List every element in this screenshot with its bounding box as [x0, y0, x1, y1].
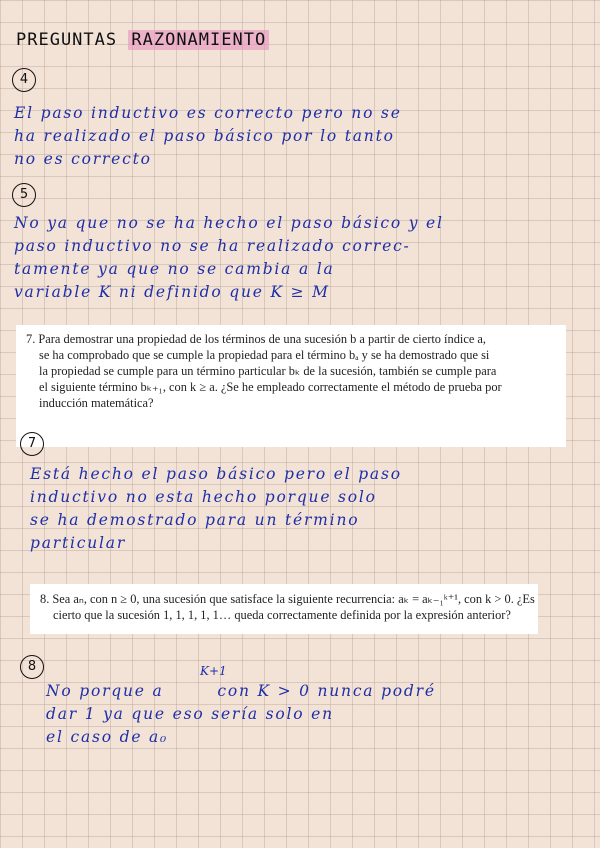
- question-7-box: [16, 325, 566, 447]
- answer-4-line: El paso inductivo es correcto pero no se: [14, 104, 402, 122]
- answer-4-number: 4: [12, 68, 36, 92]
- answer-5-line: tamente ya que no se cambia a la: [14, 260, 335, 278]
- answer-5-line: variable K ni definido que K ≥ M: [14, 283, 330, 301]
- answer-7-number: 7: [20, 432, 44, 456]
- answer-8-text: [46, 680, 436, 749]
- answer-5-number: 5: [12, 183, 36, 207]
- answer-8-line: el caso de a₀: [46, 728, 169, 746]
- answer-8-number: 8: [20, 655, 44, 679]
- answer-7-text: [30, 463, 402, 555]
- question-8-line: 8. Sea aₙ, con n ≥ 0, una sucesión que satisface la siguiente recurrencia: aₖ = aₖ₋₁ᵏ⁺¹, con k > 0. ¿Es: [40, 592, 535, 606]
- question-7-line: inducción matemática?: [39, 396, 154, 410]
- question-8-line: cierto que la sucesión 1, 1, 1, 1, 1… queda correctamente definida por la expresión anterior?: [53, 608, 511, 622]
- answer-8-superscript: K+1: [200, 664, 227, 678]
- question-7-line: 7. Para demostrar una propiedad de los términos de una sucesión b a partir de cierto índice a,: [26, 332, 487, 346]
- answer-8-line: dar 1 ya que eso sería solo en: [46, 705, 334, 723]
- answer-5-text: [14, 212, 444, 304]
- answer-7-line: se ha demostrado para un término: [30, 511, 360, 529]
- title-word-razonamiento: RAZONAMIENTO: [128, 30, 269, 50]
- answer-5-line: No ya que no se ha hecho el paso básico y el: [14, 214, 444, 232]
- answer-8-line: No porque a con K > 0 nunca podré: [46, 682, 436, 700]
- page-title: [16, 30, 269, 50]
- title-word-preguntas: PREGUNTAS: [16, 30, 118, 50]
- answer-4-line: ha realizado el paso básico por lo tanto: [14, 127, 395, 145]
- answer-7-line: particular: [30, 534, 127, 552]
- answer-4-line: no es correcto: [14, 150, 152, 168]
- answer-7-line: Está hecho el paso básico pero el paso: [30, 465, 402, 483]
- question-8-box: [30, 584, 538, 634]
- answer-7-line: inductivo no esta hecho porque solo: [30, 488, 377, 506]
- question-7-line: el siguiente término bₖ₊₁, con k ≥ a. ¿Se he empleado correctamente el método de prueba por: [39, 380, 502, 394]
- question-7-line: se ha comprobado que se cumple la propiedad para el término bₐ y se ha demostrado que si: [39, 348, 490, 362]
- question-7-line: la propiedad se cumple para un término particular bₖ de la sucesión, también se cumple para: [39, 364, 497, 378]
- answer-4-text: [14, 102, 402, 171]
- answer-5-line: paso inductivo no se ha realizado correc-: [14, 237, 411, 255]
